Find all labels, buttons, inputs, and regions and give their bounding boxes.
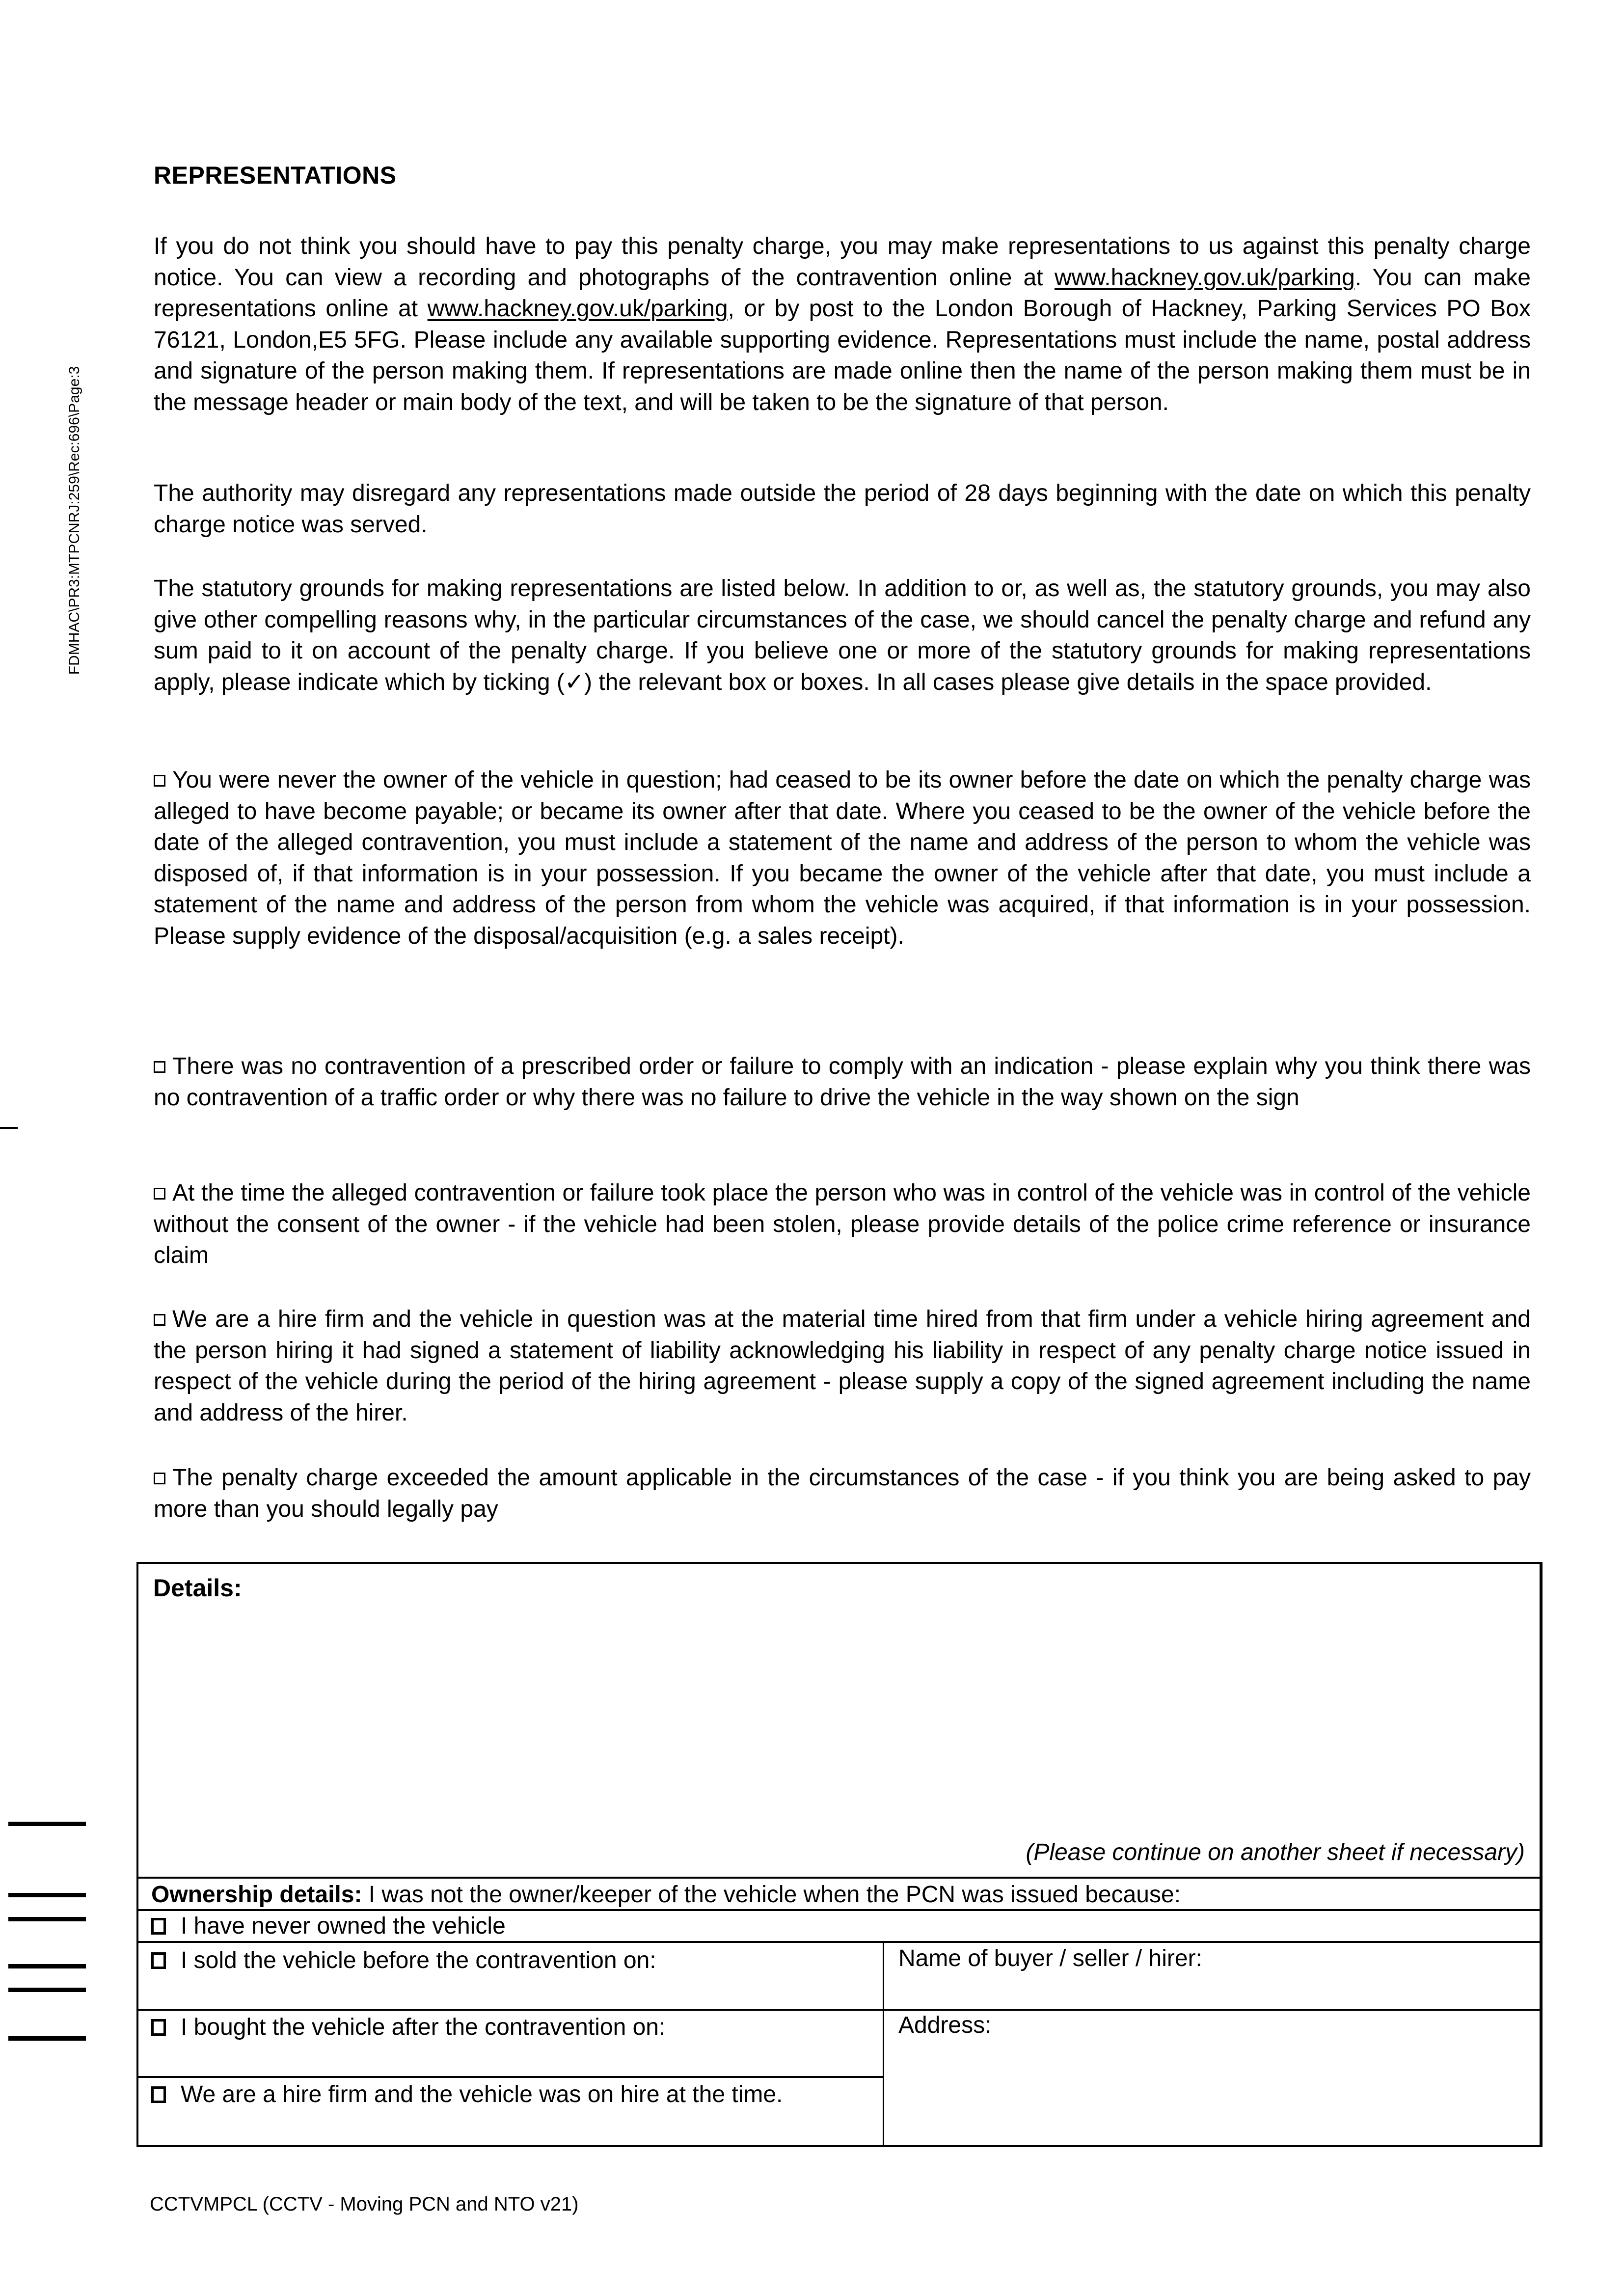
- checkbox-sold[interactable]: [151, 1952, 166, 1969]
- scan-artifact-dash: [0, 1127, 18, 1129]
- intro-text-2: . You can make representations online at: [154, 264, 1531, 322]
- ground-item-no-contravention: [154, 1051, 1531, 1113]
- ground-checkbox-without-consent[interactable]: [154, 1188, 165, 1200]
- grounds-intro-paragraph: The statutory grounds for making representations are listed below. In addition to or, as well as, the statutory grounds, you may also give other compelling reasons why, in the particular circumstances of the case, we should cancel the penalty charge and refund any sum paid to it on account of the penalty charge. If you believe one or more of the statutory grounds for making representations apply, please indicate which by ticking (✓) the relevant box or boxes. In all cases please give details in the space provided.: [154, 575, 1531, 695]
- ground-text: We are a hire firm and the vehicle in question was at the material time hired from that firm under a vehicle hiring agreement and the person hiring it had signed a statement of liability acknowledging his liability in respect of any penalty charge notice issued in respect of the vehicle during the period of the hiring agreement - please supply a copy of the signed agreement including the name and address of the hirer.: [154, 1306, 1531, 1426]
- sold-date-field[interactable]: [138, 1943, 883, 2009]
- ground-checkbox-never-owner[interactable]: [154, 775, 165, 787]
- margin-mark: [8, 1917, 86, 1921]
- ownership-option-hire-firm: [151, 2079, 870, 2110]
- ground-text: You were never the owner of the vehicle in question; had ceased to be its owner before the date on which the penalty charge was alleged to have become payable; or became its owner after that date. Where you ceased to be the owner of the vehicle before the date of the alleged contravention, you must include a statement of the name and address of the person to whom the vehicle was disposed of, if that information is in your possession. If you became the owner of the vehicle after that date, you must include a statement of the name and address of the person from whom the vehicle was acquired, if that information is in your possession. Please supply evidence of the disposal/acquisition (e.g. a sales receipt).: [154, 767, 1531, 949]
- margin-mark: [8, 2036, 86, 2041]
- form-version-footer: CCTVMPCL (CCTV - Moving PCN and NTO v21): [150, 2193, 579, 2215]
- margin-mark: [8, 1988, 86, 1992]
- ground-item-hire-firm: [154, 1304, 1531, 1428]
- intro-paragraph: [154, 231, 1531, 418]
- ground-item-exceeded-amount: [154, 1462, 1531, 1525]
- side-reference-code: FDMHAC\PR3:MTPCNRJ:259\Rec:696\Page:3: [66, 366, 82, 675]
- continue-note: (Please continue on another sheet if necessary): [1026, 1839, 1525, 1865]
- margin-mark: [8, 1964, 86, 1968]
- checkbox-hire-firm[interactable]: [151, 2086, 166, 2103]
- ownership-header-text: I was not the owner/keeper of the vehicle when the PCN was issued because:: [362, 1882, 1181, 1908]
- ground-text: There was no contravention of a prescribed order or failure to comply with an indication - please explain why you think there was no contravention of a traffic order or why there was no failure to drive the vehicle in the way shown on the sign: [154, 1053, 1531, 1111]
- ground-text: At the time the alleged contravention or failure took place the person who was in control of the vehicle was in control of the vehicle without the consent of the owner - if the vehicle had been stolen, please provide details of the police crime reference or insurance claim: [154, 1180, 1531, 1268]
- bought-date-field[interactable]: [138, 2011, 883, 2076]
- checkbox-never-owned[interactable]: [151, 1918, 166, 1935]
- ownership-option-never-owned: [151, 1911, 506, 1941]
- margin-mark: [8, 1893, 86, 1897]
- table-border-right: [1540, 1562, 1543, 2147]
- ground-checkbox-hire-firm[interactable]: [154, 1314, 165, 1326]
- ground-item-without-consent: [154, 1177, 1531, 1271]
- row-separator: [136, 2076, 884, 2078]
- hackney-parking-link-1[interactable]: www.hackney.gov.uk/parking: [1054, 264, 1355, 291]
- address-field[interactable]: [884, 2011, 1540, 2145]
- ownership-option-bought: [151, 2012, 665, 2043]
- ground-checkbox-no-contravention[interactable]: [154, 1061, 165, 1073]
- margin-mark: [8, 1822, 86, 1826]
- buyer-seller-hirer-name-field[interactable]: [884, 1943, 1540, 2009]
- ownership-header: [151, 1881, 1181, 1908]
- option-label: We are a hire firm and the vehicle was on hire at the time.: [181, 2081, 783, 2107]
- intro-text-3: , or by post to the London Borough of Hackney, Parking Services PO Box 76121, London,E5 5FG. Please include any available supporting evidence. Representations must include the name, postal address and signature of the person making them. If representations are made online then the name of the person making them must be in the message header or main body of the text, and will be taken to be the signature of that person.: [154, 296, 1531, 415]
- ownership-option-sold: [151, 1945, 656, 1976]
- details-label: Details:: [153, 1574, 242, 1602]
- details-ownership-form: [136, 1562, 1543, 2147]
- name-field-label: Name of buyer / seller / hirer:: [898, 1945, 1202, 1971]
- intro-text-1: If you do not think you should have to pay this penalty charge, you may make representations to us against this penalty charge notice. You can view a recording and photographs of the contravention online at: [154, 233, 1531, 291]
- details-textarea[interactable]: [138, 1564, 1540, 1877]
- hackney-parking-link-2[interactable]: www.hackney.gov.uk/parking: [427, 296, 728, 322]
- deadline-paragraph: The authority may disregard any representations made outside the period of 28 days beginning with the date on which this penalty charge notice was served.: [154, 480, 1531, 538]
- ground-text: The penalty charge exceeded the amount applicable in the circumstances of the case - if you think you are being asked to pay more than you should legally pay: [154, 1465, 1531, 1522]
- page-title: REPRESENTATIONS: [154, 162, 397, 189]
- ground-item-never-owner: [154, 765, 1531, 952]
- option-label: I bought the vehicle after the contravention on:: [181, 2014, 666, 2040]
- table-border-bottom: [136, 2145, 1543, 2147]
- option-label: I sold the vehicle before the contravention on:: [181, 1947, 656, 1973]
- ground-checkbox-exceeded-amount[interactable]: [154, 1473, 165, 1484]
- option-label: I have never owned the vehicle: [181, 1913, 506, 1939]
- ownership-header-label: Ownership details:: [151, 1882, 362, 1908]
- row-separator: [136, 1877, 1543, 1879]
- checkbox-bought[interactable]: [151, 2019, 166, 2036]
- address-field-label: Address:: [898, 2012, 992, 2038]
